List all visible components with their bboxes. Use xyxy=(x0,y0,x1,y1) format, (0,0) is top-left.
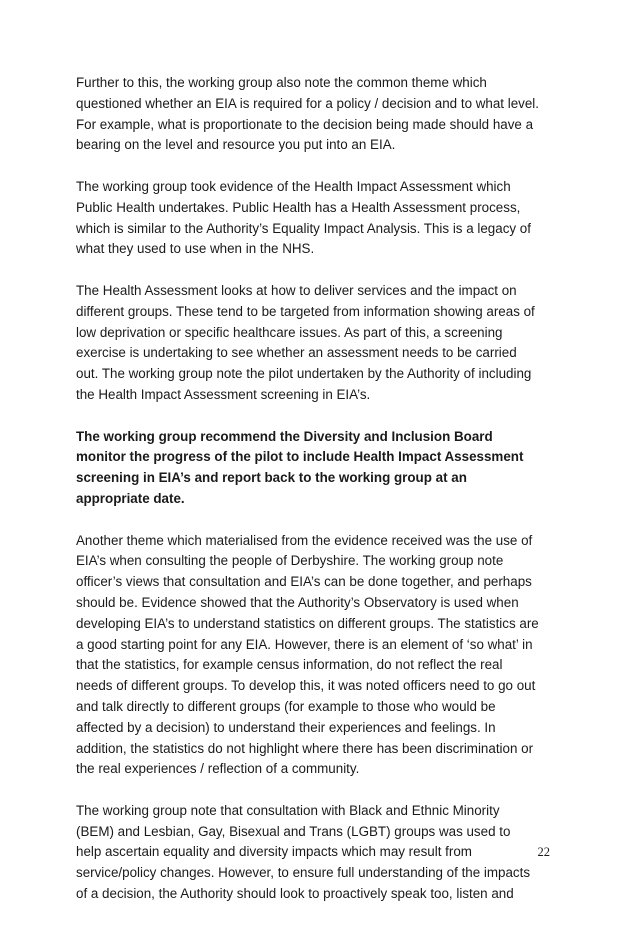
text-line: and talk directly to different groups (for example to those who would be xyxy=(76,698,496,714)
text-line: screening in EIA’s and report back to the working group at an xyxy=(76,470,467,486)
paragraph-bem-lgbt-consultation xyxy=(76,801,568,905)
text-line: The working group took evidence of the Health Impact Assessment which xyxy=(76,178,511,194)
text-line: monitor the progress of the pilot to include Health Impact Assessment xyxy=(76,449,524,465)
text-line: low deprivation or specific healthcare issues. As part of this, a screening xyxy=(76,324,503,340)
paragraph-health-impact-assessment xyxy=(76,177,568,260)
page-number: 22 xyxy=(537,845,550,859)
text-line: The working group recommend the Diversity and Inclusion Board xyxy=(76,428,493,444)
text-line: addition, the statistics do not highlight where there has been discrimination or xyxy=(76,740,534,756)
text-line: EIA’s when consulting the people of Derbyshire. The working group note xyxy=(76,553,504,569)
text-line: questioned whether an EIA is required for a policy / decision and to what level. xyxy=(76,95,539,111)
text-line: exercise is undertaking to see whether an assessment needs to be carried xyxy=(76,345,517,361)
text-line: different groups. These tend to be targeted from information showing areas of xyxy=(76,303,535,319)
text-line: help ascertain equality and diversity impacts which may result from xyxy=(76,844,472,860)
text-line: The Health Assessment looks at how to deliver services and the impact on xyxy=(76,282,517,298)
recommendation-paragraph xyxy=(76,427,568,510)
paragraph-common-theme xyxy=(76,73,568,156)
text-line: Public Health undertakes. Public Health has a Health Assessment process, xyxy=(76,199,521,215)
text-line: bearing on the level and resource you put into an EIA. xyxy=(76,137,396,153)
text-line: For example, what is proportionate to the decision being made should have a xyxy=(76,116,534,132)
text-line: that the statistics, for example census information, do not reflect the real xyxy=(76,657,503,673)
text-line: service/policy changes. However, to ensure full understanding of the impacts xyxy=(76,865,531,881)
text-line: (BEM) and Lesbian, Gay, Bisexual and Trans (LGBT) groups was used to xyxy=(76,823,511,839)
text-line: Further to this, the working group also note the common theme which xyxy=(76,75,487,90)
text-line: the Health Impact Assessment screening in EIA’s. xyxy=(76,386,371,402)
text-line: officer’s views that consultation and EIA’s can be done together, and perhaps xyxy=(76,574,532,590)
text-line: needs of different groups. To develop this, it was noted officers need to go out xyxy=(76,678,536,694)
text-line: The working group note that consultation with Black and Ethnic Minority xyxy=(76,802,500,818)
page-body xyxy=(76,73,568,926)
text-line: out. The working group note the pilot undertaken by the Authority of including xyxy=(76,366,532,382)
text-line: Another theme which materialised from the evidence received was the use of xyxy=(76,532,533,548)
text-line: a good starting point for any EIA. However, there is an element of ‘so what’ in xyxy=(76,636,533,652)
text-line: the real experiences / reflection of a community. xyxy=(76,761,360,777)
text-line: should be. Evidence showed that the Authority’s Observatory is used when xyxy=(76,594,519,610)
text-line: developing EIA’s to understand statistics on different groups. The statistics are xyxy=(76,615,539,631)
text-line: appropriate date. xyxy=(76,490,185,506)
text-line: of a decision, the Authority should look to proactively speak too, listen and xyxy=(76,886,514,902)
text-line: affected by a decision) to understand their experiences and feelings. In xyxy=(76,719,496,735)
text-line: what they used to use when in the NHS. xyxy=(76,241,315,257)
paragraph-health-assessment xyxy=(76,281,568,406)
text-line: which is similar to the Authority’s Equality Impact Analysis. This is a legacy of xyxy=(76,220,531,236)
paragraph-consultation-theme xyxy=(76,531,568,781)
